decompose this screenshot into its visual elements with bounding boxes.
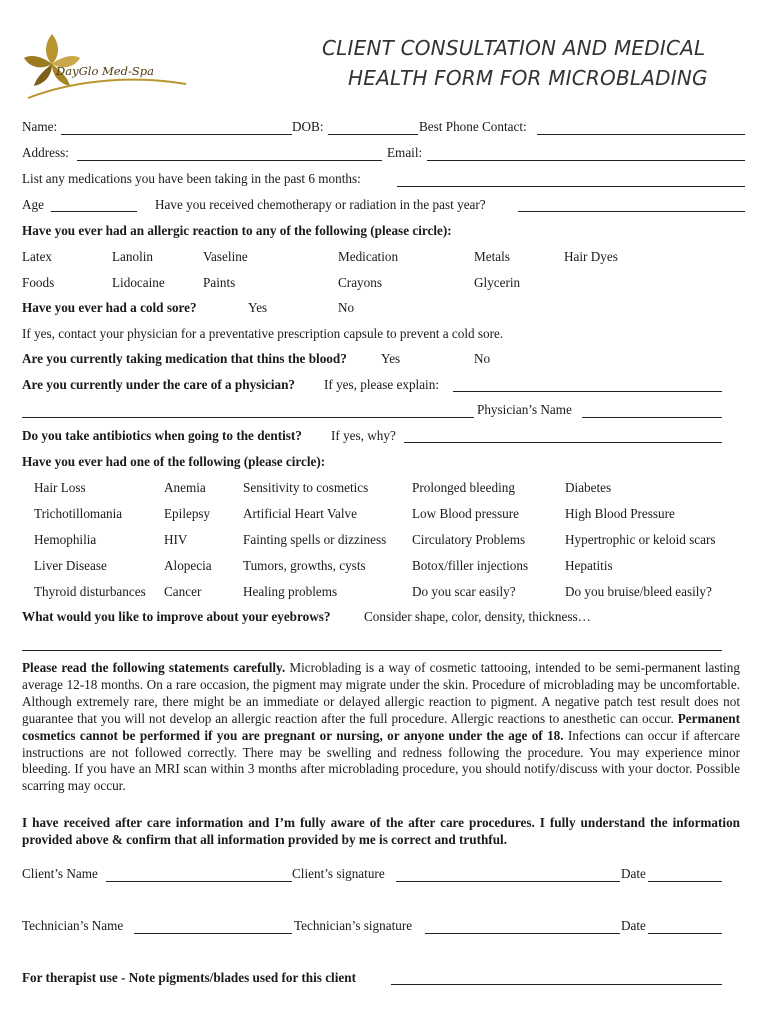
antibiotics-why-field[interactable] (404, 442, 722, 443)
statement-lead: Please read the following statements carefully. (22, 660, 286, 675)
condition-option[interactable]: Thyroid disturbances (34, 584, 146, 599)
client-name-field[interactable] (106, 881, 292, 882)
conditions-question: Have you ever had one of the following (please circle): (22, 454, 326, 469)
condition-option[interactable]: Fainting spells or dizziness (243, 532, 387, 547)
allergy-option[interactable]: Hair Dyes (564, 249, 618, 264)
condition-option[interactable]: Anemia (164, 480, 206, 495)
physician-question: Are you currently under the care of a physician? (22, 377, 296, 392)
condition-option[interactable]: Trichotillomania (34, 506, 123, 521)
address-label: Address: (22, 145, 69, 160)
logo (20, 26, 190, 102)
medications-label: List any medications you have been taking in the past 6 months: (22, 171, 361, 186)
condition-option[interactable]: Liver Disease (34, 558, 107, 573)
condition-option[interactable]: HIV (164, 532, 188, 547)
technician-date-field[interactable] (648, 933, 722, 934)
client-name-label: Client’s Name (22, 866, 98, 881)
physician-explain-field[interactable] (453, 391, 722, 392)
condition-option[interactable]: Do you bruise/bleed easily? (565, 584, 712, 599)
allergy-option[interactable]: Glycerin (474, 275, 521, 290)
therapist-field[interactable] (391, 984, 722, 985)
technician-signature-label: Technician’s signature (294, 918, 413, 933)
logo-text: DayGlo Med-Spa (56, 64, 154, 78)
allergy-option[interactable]: Vaseline (203, 249, 248, 264)
cold-sore-question: Have you ever had a cold sore? (22, 300, 197, 315)
age-label: Age (22, 197, 44, 212)
technician-name-field[interactable] (134, 933, 292, 934)
physician-explain-field-2[interactable] (22, 417, 474, 418)
form-title-line1: CLIENT CONSULTATION AND MEDICAL (322, 36, 706, 60)
dob-label: DOB: (292, 119, 324, 134)
condition-option[interactable]: Circulatory Problems (412, 532, 526, 547)
technician-signature-field[interactable] (425, 933, 620, 934)
statement-text-2: Infections can occur if aftercare instructions are not followed correctly. There may be swelling and redness following the procedure. You may experience minor bleeding. If you have an MRI scan within 3 months after microblading procedure, you should notify/discuss with your doctor. Possible scarring may occur. (22, 727, 740, 794)
condition-option[interactable]: Botox/filler injections (412, 558, 529, 573)
eyebrows-question: What would you like to improve about your eyebrows? (22, 609, 331, 624)
chemo-field[interactable] (518, 211, 745, 212)
blood-thinner-yes[interactable]: Yes (381, 351, 401, 366)
allergy-option[interactable]: Paints (203, 275, 236, 290)
physician-name-label: Physician’s Name (477, 402, 572, 417)
therapist-label: For therapist use - Note pigments/blades used for this client (22, 970, 356, 985)
condition-option[interactable]: Sensitivity to cosmetics (243, 480, 369, 495)
statement-warning: Permanent cosmetics cannot be performed if you are pregnant or nursing, or anyone under the age of 18. (22, 710, 740, 743)
allergy-option[interactable]: Crayons (338, 275, 382, 290)
physician-name-field[interactable] (582, 417, 722, 418)
medications-field[interactable] (397, 186, 745, 187)
allergy-option[interactable]: Foods (22, 275, 55, 290)
condition-option[interactable]: Prolonged bleeding (412, 480, 515, 495)
antibiotics-question: Do you take antibiotics when going to the dentist? (22, 428, 302, 443)
cold-sore-yes[interactable]: Yes (248, 300, 268, 315)
antibiotics-why-label: If yes, why? (331, 428, 396, 443)
allergy-question: Have you ever had an allergic reaction to any of the following (please circle): (22, 223, 452, 238)
address-field[interactable] (77, 160, 382, 161)
condition-option[interactable]: Hypertrophic or keloid scars (565, 532, 716, 547)
condition-option[interactable]: Healing problems (243, 584, 338, 599)
statement-text-1: Microblading is a way of cosmetic tattooing, intended to be semi-permanent lasting average 12-18 months. On a rare occasion, the pigment may migrate under the skin. Procedure of microblading may be uncomfortable. Although extremely rare, there might be an immediate or delayed allergic reaction to pigment. A negative patch test result does not guarantee that you will not develop an allergic reaction after the full procedure. Allergic reactions to anesthetic can occur. (22, 660, 740, 726)
condition-option[interactable]: Hepatitis (565, 558, 613, 573)
condition-option[interactable]: Low Blood pressure (412, 506, 519, 521)
phone-field[interactable] (537, 134, 745, 135)
allergy-option[interactable]: Lidocaine (112, 275, 165, 290)
client-signature-label: Client’s signature (292, 866, 385, 881)
condition-option[interactable]: Tumors, growths, cysts (243, 558, 366, 573)
allergy-option[interactable]: Lanolin (112, 249, 154, 264)
eyebrows-field[interactable] (22, 650, 722, 651)
email-field[interactable] (427, 160, 745, 161)
statement-paragraph (22, 660, 740, 795)
cold-sore-no[interactable]: No (338, 300, 355, 315)
condition-option[interactable]: Do you scar easily? (412, 584, 516, 599)
condition-option[interactable]: Epilepsy (164, 506, 211, 521)
condition-option[interactable]: High Blood Pressure (565, 506, 675, 521)
form-title-line2: HEALTH FORM FOR MICROBLADING (348, 66, 708, 90)
technician-date-label: Date (621, 918, 646, 933)
condition-option[interactable]: Hair Loss (34, 480, 86, 495)
allergy-option[interactable]: Medication (338, 249, 399, 264)
email-label: Email: (387, 145, 423, 160)
condition-option[interactable]: Cancer (164, 584, 202, 599)
age-field[interactable] (51, 211, 137, 212)
allergy-option[interactable]: Metals (474, 249, 510, 264)
dob-field[interactable] (328, 134, 418, 135)
technician-name-label: Technician’s Name (22, 918, 124, 933)
cold-sore-note: If yes, contact your physician for a preventative prescription capsule to prevent a cold sore. (22, 326, 504, 341)
blood-thinner-no[interactable]: No (474, 351, 491, 366)
eyebrows-hint: Consider shape, color, density, thickness… (364, 609, 591, 624)
condition-option[interactable]: Diabetes (565, 480, 612, 495)
acknowledgement: I have received after care information and I’m fully aware of the after care procedures. I fully understand the information provided above & confirm that all information provided by me is correct and truthful. (22, 815, 740, 847)
condition-option[interactable]: Alopecia (164, 558, 212, 573)
phone-label: Best Phone Contact: (419, 119, 527, 134)
condition-option[interactable]: Hemophilia (34, 532, 97, 547)
blood-thinner-question: Are you currently taking medication that thins the blood? (22, 351, 347, 366)
client-signature-field[interactable] (396, 881, 620, 882)
name-label: Name: (22, 119, 58, 134)
client-date-field[interactable] (648, 881, 722, 882)
chemo-label: Have you received chemotherapy or radiation in the past year? (155, 197, 486, 212)
client-date-label: Date (621, 866, 646, 881)
physician-explain-label: If yes, please explain: (324, 377, 439, 392)
condition-option[interactable]: Artificial Heart Valve (243, 506, 357, 521)
allergy-option[interactable]: Latex (22, 249, 53, 264)
name-field[interactable] (61, 134, 292, 135)
